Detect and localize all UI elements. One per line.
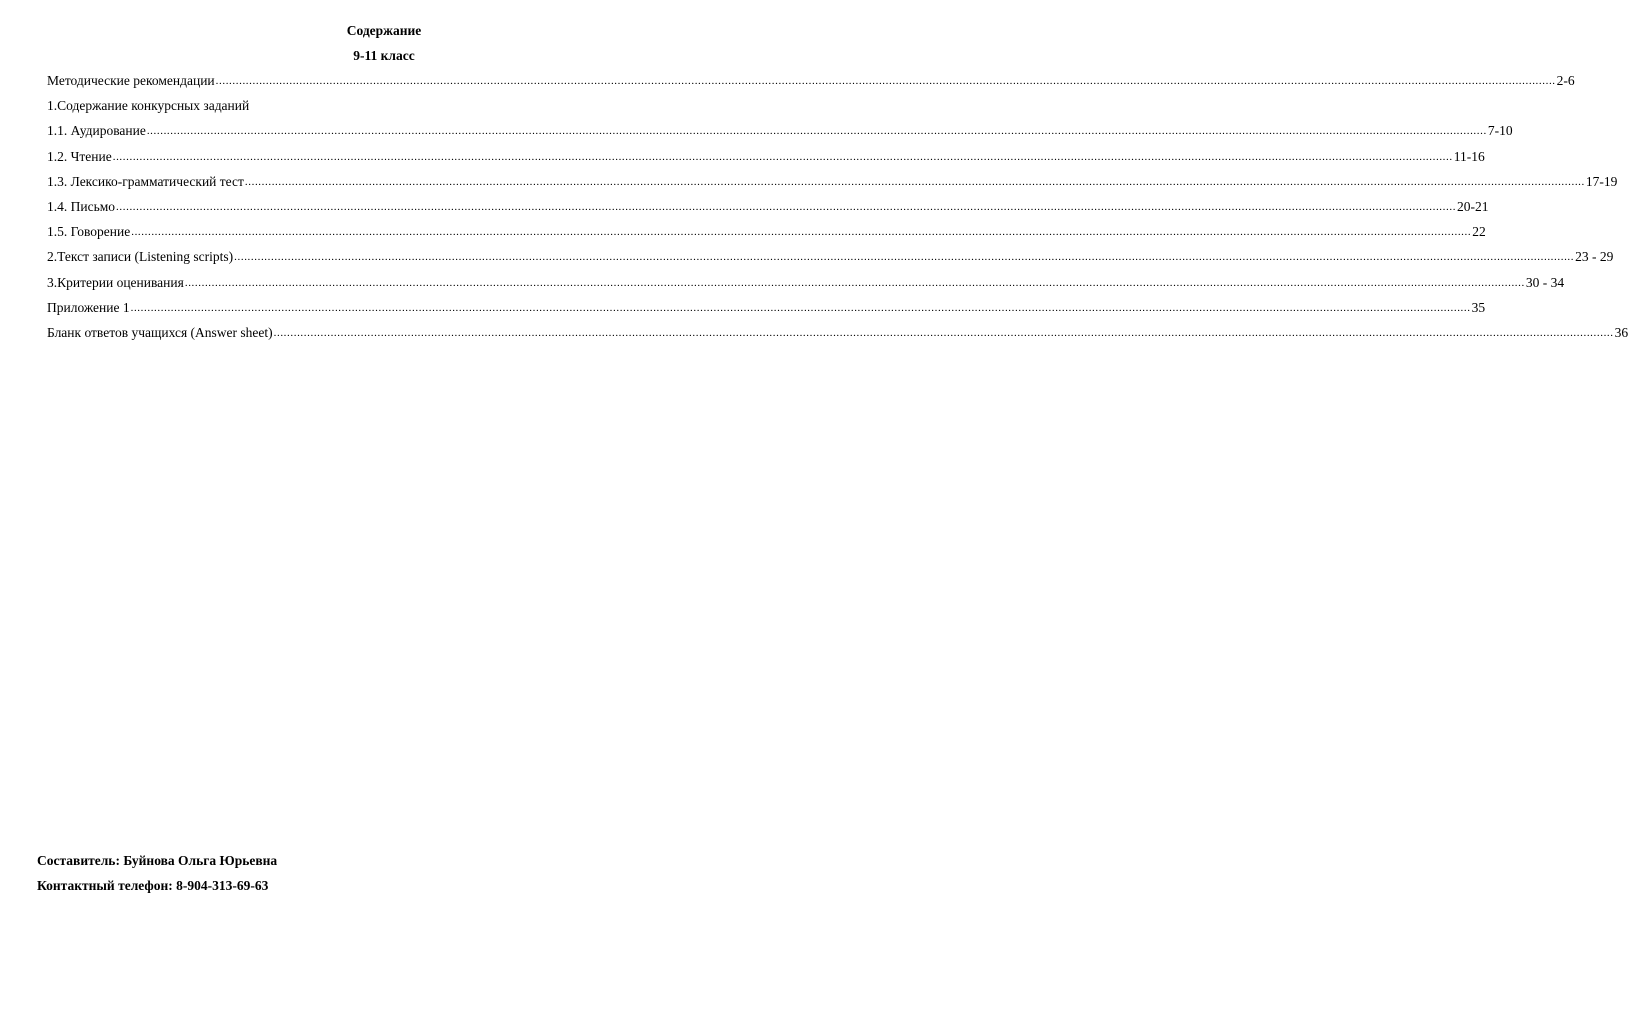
toc-leader-dots: ................................................................................................................................................................................................................................................................................................................................................................................................................ <box>184 276 1525 289</box>
toc-leader-dots: ................................................................................................................................................................................................................................................................................................................................................................................................................ <box>273 326 1614 339</box>
toc-entry-title: Методические рекомендации <box>47 73 215 88</box>
document-title: Содержание <box>346 23 422 38</box>
toc-entry <box>47 198 1489 224</box>
toc-entry-title: Бланк ответов учащихся (Answer sheet) <box>47 324 273 340</box>
toc-entry-title: 1.4. Письмо <box>47 198 116 214</box>
toc-entry-page: 17-19 <box>1585 173 1618 189</box>
toc-entry-title: 1.2. Чтение <box>47 148 112 164</box>
toc-entry-title: 1.1. Аудирование <box>47 123 146 139</box>
toc-leader-dots: ................................................................................................................................................................................................................................................................................................................................................................................................................ <box>116 200 1457 213</box>
toc-entry-page: 22 <box>1472 224 1486 240</box>
toc-entry-page: 35 <box>1471 299 1486 315</box>
author-line: Составитель: Буйнова Ольга Юрьевна <box>37 853 278 868</box>
toc-entry-title: Приложение 1 <box>47 299 130 315</box>
toc-entry <box>47 324 1628 350</box>
toc-entry <box>47 249 1614 274</box>
toc-entry-page: 7-10 <box>1487 123 1513 139</box>
toc-entry-page: 20-21 <box>1457 198 1489 214</box>
toc-entry-title: 1.3. Лексико-грамматический тест <box>47 173 244 189</box>
toc-entry <box>47 123 1513 148</box>
toc-leader-dots: ................................................................................................................................................................................................................................................................................................................................................................................................................ <box>146 125 1487 138</box>
toc-entry <box>47 98 707 123</box>
toc-entry-title: 2.Текст записи (Listening scripts) <box>47 249 234 265</box>
toc-leader-dots: ................................................................................................................................................................................................................................................................................................................................................................................................................ <box>244 175 1585 188</box>
toc-entry <box>47 224 1486 249</box>
toc-entry-page: 30 - 34 <box>1525 274 1565 290</box>
toc-entry-page: 2-6 <box>1556 73 1575 88</box>
toc-leader-dots: ................................................................................................................................................................................................................................................................................................................................................................................................................ <box>234 251 1575 264</box>
toc-entry <box>47 148 1485 174</box>
toc-entry <box>47 299 1486 325</box>
toc-leader-dots: ................................................................................................................................................................................................................................................................................................................................................................................................................ <box>131 226 1472 239</box>
toc-entry <box>47 73 1575 98</box>
toc-entry <box>47 173 1618 199</box>
toc-leader-dots: ................................................................................................................................................................................................................................................................................................................................................................................................................ <box>215 75 1556 87</box>
toc-entry <box>47 274 1565 300</box>
toc-entry-page: 23 - 29 <box>1575 249 1614 265</box>
document-subtitle: 9-11 класс <box>353 48 415 63</box>
toc-leader-dots: ................................................................................................................................................................................................................................................................................................................................................................................................................ <box>112 150 1453 163</box>
toc-entry-page: 11-16 <box>1453 148 1485 164</box>
toc-entry-title: 1.Содержание конкурсных заданий <box>47 98 250 114</box>
phone-line: Контактный телефон: 8-904-313-69-63 <box>37 878 269 893</box>
toc-entry-title: 3.Критерии оценивания <box>47 274 184 290</box>
toc-leader-dots: ................................................................................................................................................................................................................................................................................................................................................................................................................ <box>130 301 1471 314</box>
table-of-contents <box>47 73 1628 350</box>
toc-entry-page: 36 <box>1614 324 1628 340</box>
toc-entry-title: 1.5. Говорение <box>47 224 131 240</box>
